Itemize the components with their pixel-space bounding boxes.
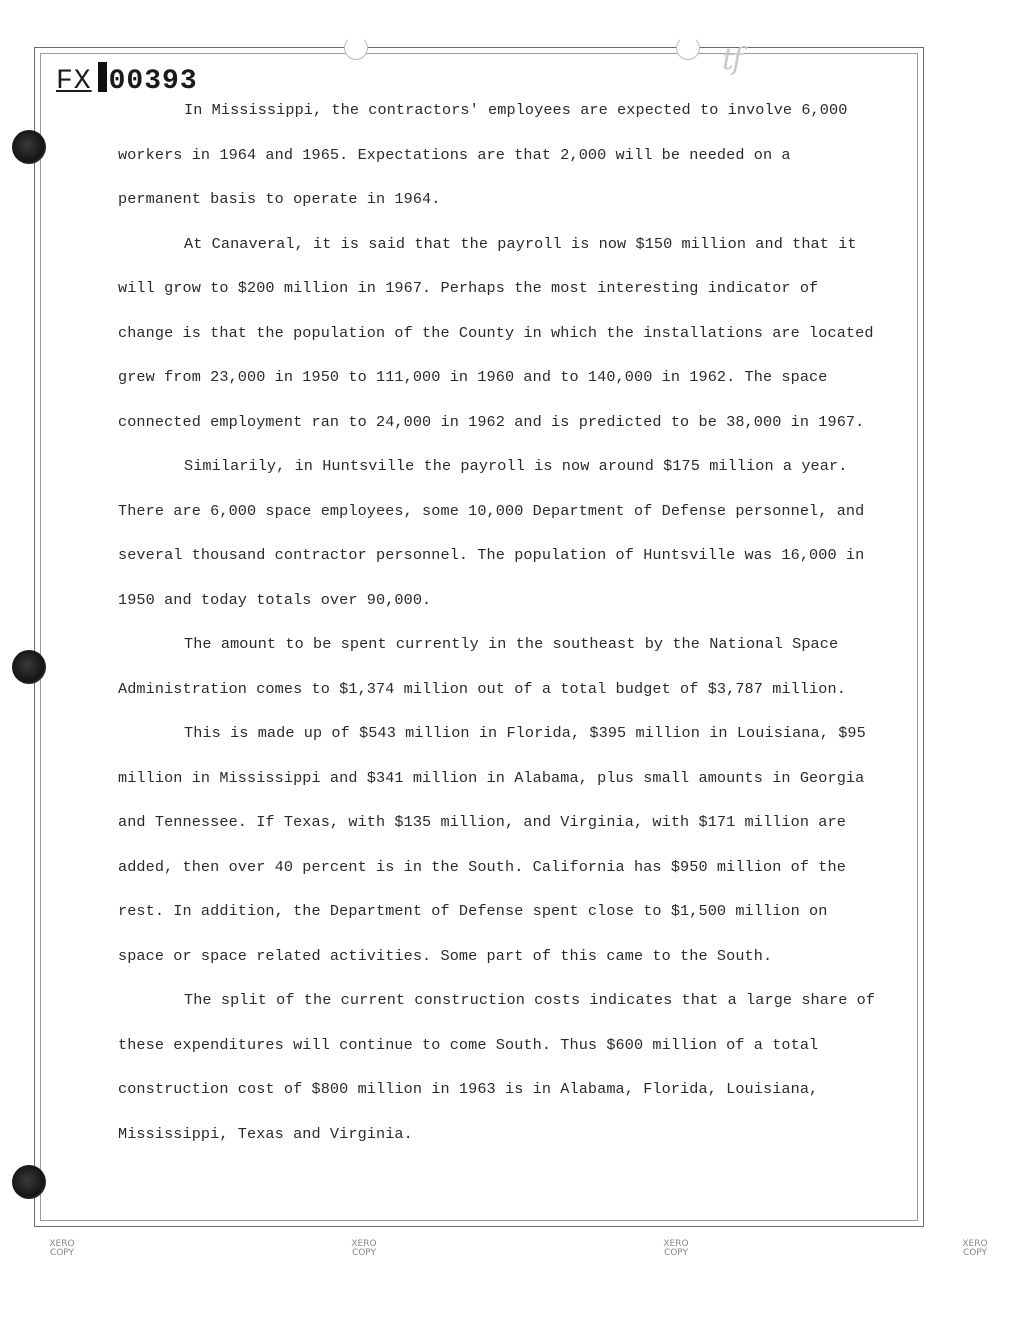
- xero-copy-mark: XERO COPY: [49, 1239, 75, 1258]
- document-id-number: 00393: [108, 66, 198, 97]
- paragraph: This is made up of $543 million in Florida, $395 million in Louisiana, $95 million in Mississippi and $341 million in Alabama, plus small amounts in Georgia and Tennessee. If Texas, with $135 million, and Virginia, with $171 million are added, then over 40 percent is in the South. California has $950 million of the rest. In addition, the Department of Defense spent close to $1,500 million on space or space related activities. Some part of this came to the South.: [118, 724, 866, 965]
- xero-copy-mark: XERO COPY: [663, 1239, 689, 1258]
- paragraph: In Mississippi, the contractors' employees are expected to involve 6,000 workers in 1964 and 1965. Expectations are that 2,000 will be needed on a permanent basis to operate in 1964.: [118, 101, 848, 208]
- document-body: [118, 88, 878, 1156]
- xero-copy-mark: XERO COPY: [962, 1239, 988, 1258]
- paragraph: At Canaveral, it is said that the payroll is now $150 million and that it will grow to $200 million in 1967. Perhaps the most interesting indicator of change is that the population of the County in which the installations are located grew from 23,000 in 1950 to 111,000 in 1960 and to 140,000 in 1962. The space connected employment ran to 24,000 in 1962 and is predicted to be 38,000 in 1967.: [118, 234, 874, 431]
- paragraph: The split of the current construction costs indicates that a large share of these expenditures will continue to come South. Thus $600 million of a total construction cost of $800 million in 1963 is in Alabama, Florida, Louisiana, Mississippi, Texas and Virginia.: [118, 991, 876, 1143]
- punch-hole: [12, 650, 46, 684]
- binder-notch: [344, 36, 368, 60]
- punch-hole: [12, 130, 46, 164]
- initials-stamp: tf: [722, 42, 742, 77]
- paragraph: Similarily, in Huntsville the payroll is now around $175 million a year. There are 6,000 space employees, some 10,000 Department of Defense personnel, and several thousand contractor personnel. The population of Huntsville was 16,000 in 1950 and today totals over 90,000.: [118, 457, 865, 609]
- document-id-prefix: FX: [56, 66, 92, 97]
- xero-copy-mark: XERO COPY: [351, 1239, 377, 1258]
- binder-notch: [676, 36, 700, 60]
- punch-hole: [12, 1165, 46, 1199]
- paragraph: The amount to be spent currently in the southeast by the National Space Administration comes to $1,374 million out of a total budget of $3,787 million.: [118, 635, 846, 698]
- redaction-mark: [98, 62, 107, 92]
